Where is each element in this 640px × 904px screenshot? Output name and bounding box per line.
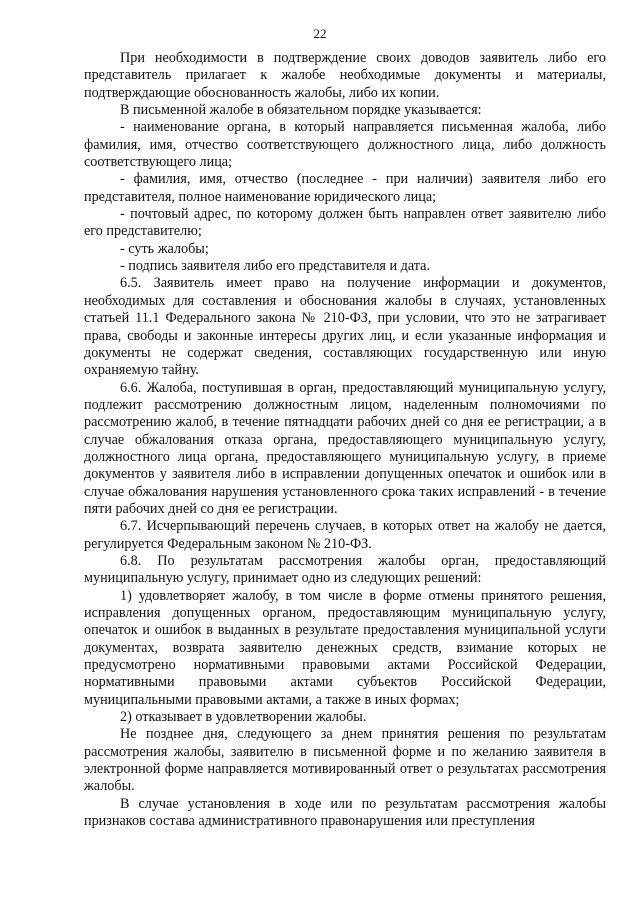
list-item-applicant-name: - фамилия, имя, отчество (последнее - при наличии) заявителя либо его представителя, полное наименование юридического лица;	[84, 171, 606, 205]
paragraph-6-5: 6.5. Заявитель имеет право на получение информации и документов, необходимых для составления и обоснования жалобы в случаях, установленных статьей 11.1 Федерального закона № 210-ФЗ, при условии, что это не затрагивает права, свободы и законные интересы других лиц, и если указанные информация и документы не содержат сведения, составляющих государственную или иную охраняемую тайну.	[84, 275, 606, 379]
list-item-organ-name: - наименование органа, в который направляется письменная жалоба, либо фамилия, имя, отчество соответствующего должностного лица, либо должность соответствующего лица;	[84, 119, 606, 171]
list-item-complaint-essence: - суть жалобы;	[120, 240, 209, 257]
paragraph-6-8: 6.8. По результатам рассмотрения жалобы орган, предоставляющий муниципальную услугу, принимает одно из следующих решений:	[84, 552, 606, 587]
paragraph-attachments: При необходимости в подтверждение своих доводов заявитель либо его представитель прилагает к жалобе необходимые документы и материалы, подтверждающие обоснованность жалобы, либо их копии.	[84, 50, 606, 101]
paragraph-6-7: 6.7. Исчерпывающий перечень случаев, в которых ответ на жалобу не дается, регулируется Федеральным законом № 210-ФЗ.	[84, 518, 606, 552]
list-item-postal-address: - почтовый адрес, по которому должен быть направлен ответ заявителю либо его представителю;	[84, 206, 606, 240]
paragraph-required-items: В письменной жалобе в обязательном порядке указывается:	[120, 102, 482, 119]
page-number: 22	[313, 26, 327, 41]
list-item-signature-date: - подпись заявителя либо его представителя и дата.	[120, 258, 430, 275]
document-body	[84, 50, 606, 830]
paragraph-response-deadline: Не позднее дня, следующего за днем принятия решения по результатам рассмотрения жалобы, заявителю в письменной форме и по желанию заявителя в электронной форме направляется мотивированный ответ о результатах рассмотрения жалобы.	[84, 726, 606, 795]
decision-item-1: 1) удовлетворяет жалобу, в том числе в форме отмены принятого решения, исправления допущенных органом, предоставляющим муниципальную услугу, опечаток и ошибок в выданных в результате предоставления муниципальной услуги документах, возврата заявителю денежных средств, взимание которых не предусмотрено нормативными правовыми актами Российской Федерации, нормативными правовыми актами субъектов Российской Федерации, муниципальными правовыми актами, а также в иных формах;	[84, 587, 606, 708]
paragraph-violation-signs: В случае установления в ходе или по результатам рассмотрения жалобы признаков состава административного правонарушения или преступления	[84, 795, 606, 830]
paragraph-6-6: 6.6. Жалоба, поступившая в орган, предоставляющий муниципальную услугу, подлежит рассмотрению должностным лицом, наделенным полномочиями по рассмотрению жалоб, в течение пятнадцати рабочих дней со дня ее регистрации, а в случае обжалования отказа органа, предоставляющего муниципальную услугу, должностного лица органа, предоставляющего муниципальную услугу, в приеме документов у заявителя либо в исправлении допущенных опечаток и ошибок или в случае обжалования нарушения установленного срока таких исправлений - в течение пяти рабочих дней со дня ее регистрации.	[84, 379, 606, 517]
decision-item-2: 2) отказывает в удовлетворении жалобы.	[120, 709, 367, 726]
